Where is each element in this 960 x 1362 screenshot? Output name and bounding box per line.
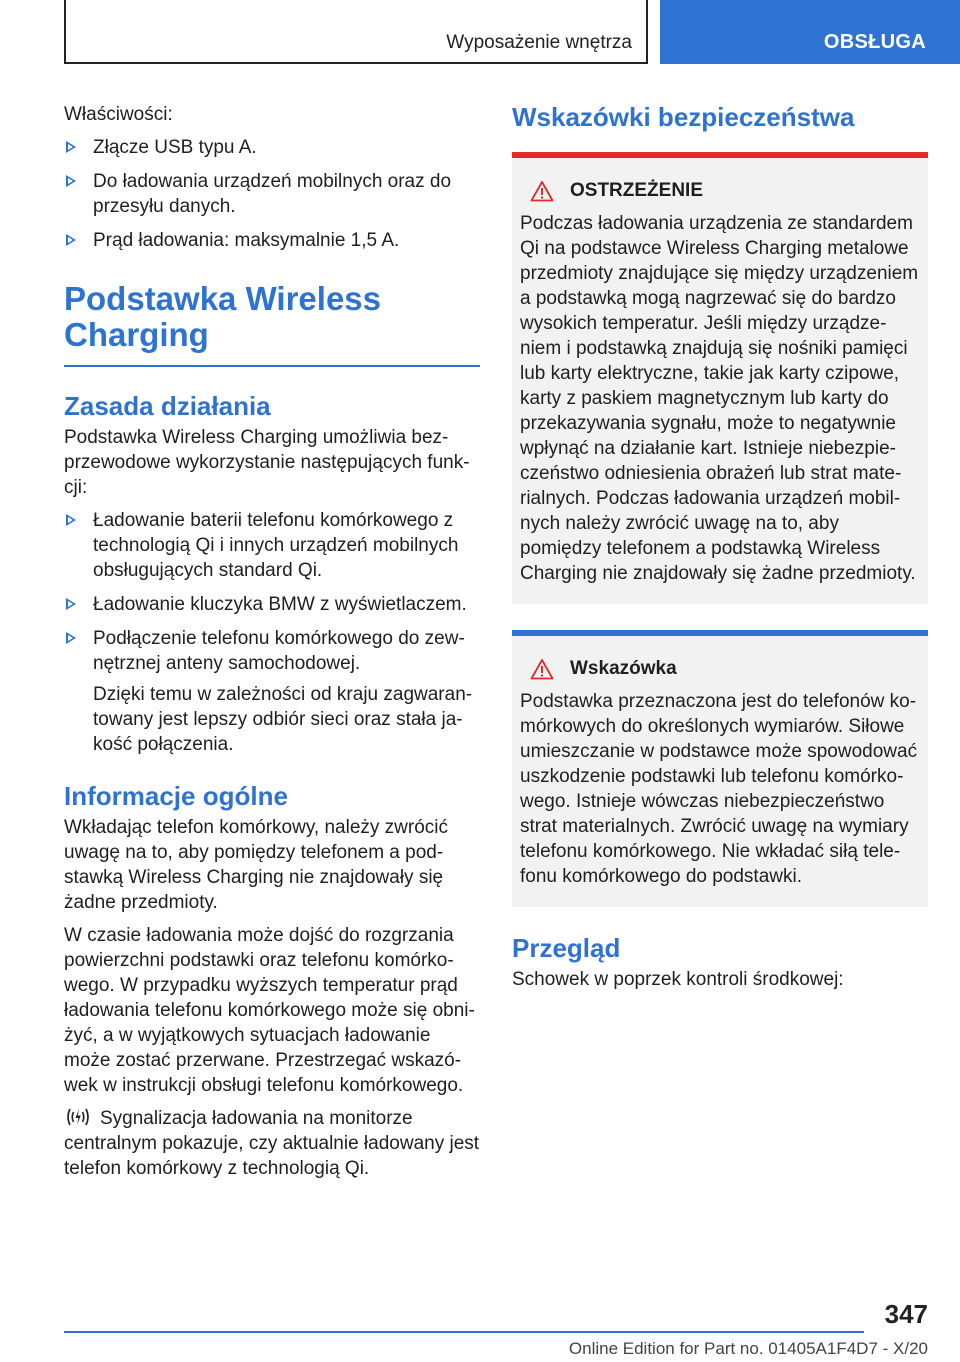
principle-intro: Podstawka Wireless Charging umożliwia bezprzewodowe wykorzystanie następujących funkcji: (64, 427, 470, 498)
bullet-triangle-icon (66, 598, 76, 610)
note-box (512, 630, 928, 907)
warning-triangle-icon (530, 658, 554, 680)
properties-list (64, 135, 480, 253)
bullet-triangle-icon (66, 234, 76, 246)
wireless-charging-icon (64, 1106, 92, 1128)
warning-title: OSTRZEŻENIE (520, 178, 920, 203)
section-title-overview: Przegląd (512, 933, 621, 963)
principle-list (64, 508, 480, 757)
page-number: 347 (884, 1299, 928, 1329)
footer-edition: Online Edition for Part no. 01405A1F4D7 - X/20 (568, 1339, 928, 1358)
general-paragraph-icon: Sygnalizacja ładowania na monitorze centralnym pokazuje, czy aktualnie ładowany jest telefon komórkowy z technologią Qi. (64, 1108, 480, 1179)
warning-triangle-icon (530, 180, 554, 202)
section-title-safety: Wskazówki bezpieczeństwa (512, 102, 855, 132)
general-paragraph: W czasie ładowania może dojść do rozgrzania powierzchni podstawki oraz telefonu komórkowego. W przypadku wyższych temperatur prąd ładowania telefonu komórkowego może się obniżyć, a w wyjątkowych sytuacjach ładowanie może zostać przerwane. Przestrzegać wskazówek w instrukcji obsługi telefonu komórkowego. (64, 925, 475, 1096)
section-title-general: Informacje ogólne (64, 781, 288, 811)
bullet-triangle-icon (66, 175, 76, 187)
section-title-principle: Zasada działania (64, 391, 271, 421)
warning-box (512, 152, 928, 604)
list-item: Podłączenie telefonu komórkowego do zewnętrznej anteny samochodowej. Dzięki temu w zależności od kraju zagwarantowany jest lepszy odbiór sieci oraz stała jakość połączenia. (64, 626, 480, 757)
properties-label: Właściwości: (64, 104, 173, 125)
main-title: Podstawka Wireless Charging (64, 281, 480, 367)
header-chapter-title: OBSŁUGA (823, 31, 926, 53)
general-paragraph: Wkładając telefon komórkowy, należy zwrócić uwagę na to, aby pomiędzy telefonem a podstawką Wireless Charging nie znajdowały się żadne przedmioty. (64, 817, 449, 913)
list-item: Prąd ładowania: maksymalnie 1,5 A. (64, 228, 480, 253)
header-section-tab (64, 0, 648, 64)
list-item-note: Dzięki temu w zależności od kraju zagwarantowany jest lepszy odbiór sieci oraz stała jakość połączenia. (93, 684, 473, 755)
bullet-triangle-icon (66, 514, 76, 526)
bullet-triangle-icon (66, 141, 76, 153)
list-item: Ładowanie baterii telefonu komórkowego z technologią Qi i innych urządzeń mobilnych obsługujących standard Qi. (64, 508, 480, 583)
overview-text: Schowek w poprzek kontroli środkowej: (512, 969, 844, 990)
bullet-triangle-icon (66, 632, 76, 644)
list-item: Do ładowania urządzeń mobilnych oraz do przesyłu danych. (64, 169, 480, 219)
right-column (512, 102, 928, 1000)
list-item: Złącze USB typu A. (64, 135, 480, 160)
left-column (64, 102, 480, 1189)
list-item: Ładowanie kluczyka BMW z wyświetlaczem. (64, 592, 480, 617)
header-section-title: Wyposażenie wnętrza (446, 32, 632, 53)
footer-divider (64, 1331, 864, 1333)
header-chapter-tab[interactable] (660, 0, 960, 64)
note-title: Wskazówka (520, 656, 920, 681)
warning-text: Podczas ładowania urządzenia ze standardem Qi na podstawce Wireless Charging metalowe przedmioty znajdujące się między urządzeniem a podstawką mogą nagrzewać się do bardzo wysokich temperatur. Jeśli między urządzeniem i podstawką znajdują się nośniki pamięci lub karty elektryczne, takie jak karty czipowe, karty z paskiem magnetycznym lub karty do przekazywania sygnału, może to negatywnie wpłynąć na działanie kart. Istnieje niebezpieczeństwo odniesienia obrażeń lub strat materialnych. Podczas ładowania urządzeń mobilnych należy zwrócić uwagę na to, aby pomiędzy telefonem a podstawką Wireless Charging nie znajdowały się żadne przedmioty. (520, 213, 919, 584)
note-text: Podstawka przeznaczona jest do telefonów komórkowych do określonych wymiarów. Siłowe umieszczanie w podstawce może spowodować uszkodzenie podstawki lub telefonu komórkowego. Istnieje wówczas niebezpieczeństwo strat materialnych. Zwrócić uwagę na wymiary telefonu komórkowego. Nie wkładać siłą telefonu komórkowego do podstawki. (520, 691, 918, 887)
